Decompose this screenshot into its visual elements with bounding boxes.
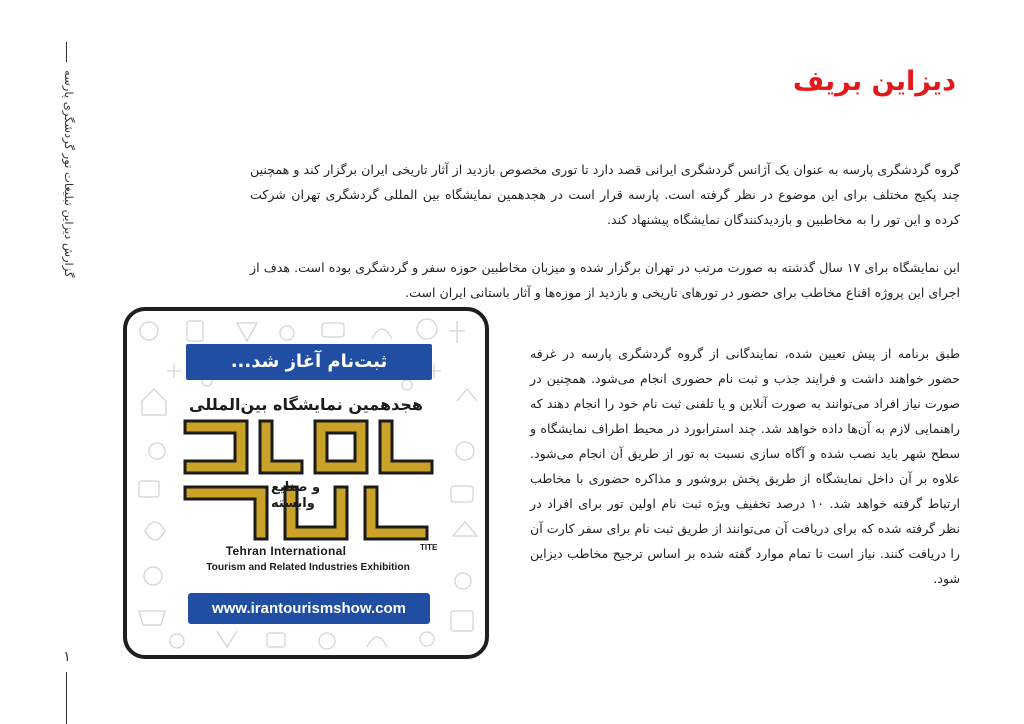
- logo-small-1: و صنایع: [271, 480, 321, 495]
- website-url: www.irantourismshow.com: [188, 593, 430, 624]
- page-number: ۱: [63, 649, 71, 665]
- logo-small-2: وابسته: [271, 496, 315, 511]
- exhibition-poster: [123, 307, 489, 659]
- tehran-tourism-logo: [171, 415, 441, 545]
- section-heading: دیزاین بریف: [792, 66, 956, 97]
- tite-mark: TITE: [420, 543, 438, 552]
- paragraph-plan: طبق برنامه از پیش تعیین شده، نمایندگانی از گروه گردشگری پارسه در غرفه حضور خواهند داشت و فرایند جذب و ثبت نام حضوری انجام می‌شود. همچنین در صورت نیاز افراد می‌توانند به صورت آنلاین و یا تلفنی ثبت نام خود را انجام دهند که راهنمایی لازم به آن‌ها داده خواهد شد. چند استرابورد در محیط اطراف نمایشگاه و سطح شهر باید نصب شده و آگاه سازی نسبت به تور از طریق آن انجام می‌شود. علاوه بر آن داخل نمایشگاه از طریق پخش بروشور و مذاکره حضوری با مخاطب ارتباط گرفته خواهد شد. ۱۰ درصد تخفیف ویژه ثبت نام اولین تور برای افراد در نظر گرفته شده که برای دریافت آن می‌توانند از طریق ثبت نام برای سفر کارت آن را دریافت کنند. نیاز است تا تمام موارد گفته شده بر اساس ترجیح مخاطب دیزاین شود.: [530, 346, 960, 586]
- paragraph-exhibition: این نمایشگاه برای ۱۷ سال گذشته به صورت مرتب در تهران برگزار شده و میزبان مخاطبین حوزه سفر و گردشگری بوده است. هدف از اجرای این پروژه اقناع مخاطب برای حضور در تورهای تاریخی و بازدید از موزه‌ها و آثار باستانی ایران است.: [250, 260, 960, 300]
- registration-banner: ثبت‌نام آغاز شد...: [186, 344, 432, 380]
- paragraph-intro: گروه گردشگری پارسه به عنوان یک آژانس گردشگری ایرانی قصد دارد تا توری مخصوص بازدید از آثار تاریخی ایران برگزار کند و همچنین چند پکیج مختلف برای این موضوع در نظر گرفته است. پارسه قرار است در هجدهمین نمایشگاه بین المللی گردشگری تهران شرکت کرده و این تور را به مخاطبین و بازدیدکنندگان نمایشگاه پیشنهاد کند.: [250, 162, 960, 227]
- english-title-2: Tourism and Related Industries Exhibition: [206, 562, 410, 573]
- side-rule-bottom: [66, 672, 67, 724]
- exhibition-subtitle: هجدهمین نمایشگاه بین‌المللی: [189, 395, 423, 414]
- running-header: گزارش دیزاین تبلیغات تور گردشگری پارسه: [62, 70, 76, 278]
- english-title-1: Tehran International: [225, 544, 347, 558]
- side-rule-top: [66, 42, 67, 62]
